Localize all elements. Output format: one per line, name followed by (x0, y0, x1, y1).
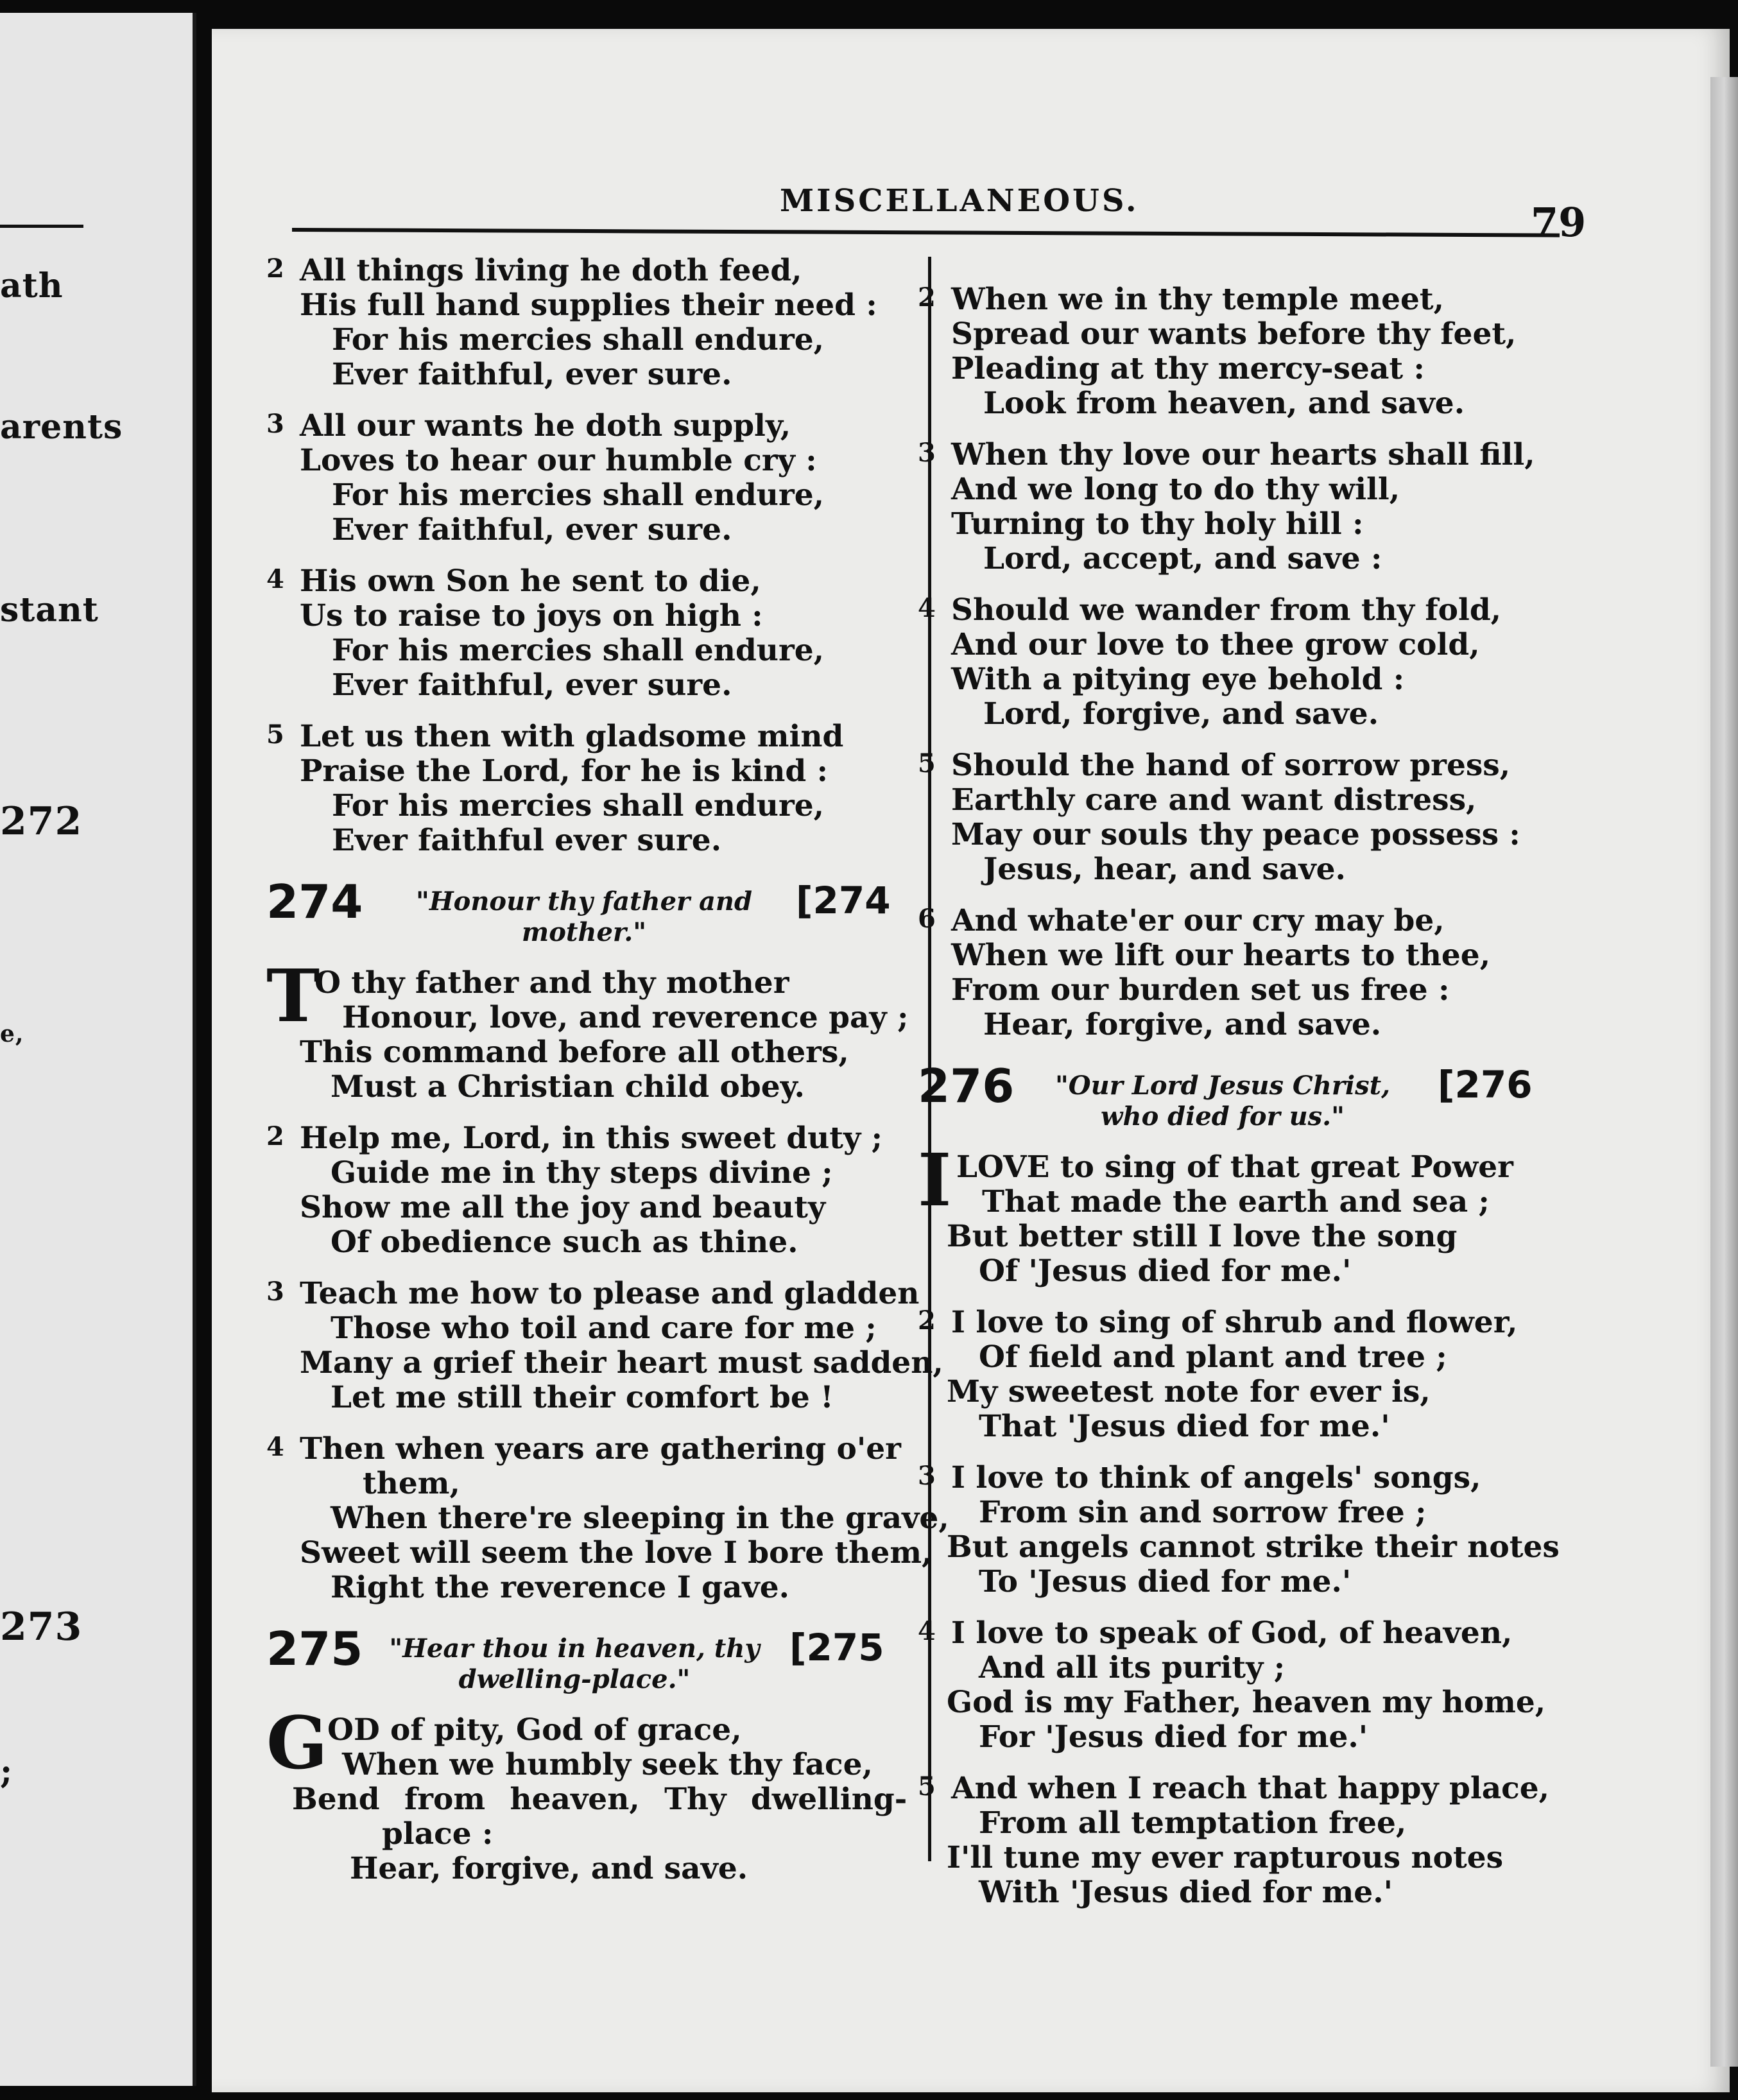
verse-line: When thy love our hearts shall fill, (951, 437, 1535, 472)
verse-line: When there're sleeping in the grave, (331, 1501, 949, 1536)
verse-line: Earthly care and want distress, (951, 782, 1477, 818)
verse-line: Ever faithful, ever sure. (332, 667, 732, 703)
verse-line: For his mercies shall endure, (332, 478, 825, 513)
hymn-number: 275 (266, 1622, 363, 1676)
verse-line: Ever faithful, ever sure. (332, 357, 732, 392)
stanza (266, 409, 915, 547)
verse-line: All things living he doth feed, (300, 253, 802, 288)
verse-line: From our burden set us free : (951, 972, 1450, 1008)
verse-line: Hear, forgive, and save. (350, 1851, 748, 1886)
verse-line: Many a grief their heart must sadden, (300, 1345, 943, 1381)
verse-line: Those who toil and care for me ; (331, 1311, 877, 1346)
verse-line: Us to raise to joys on high : (300, 598, 763, 633)
verse-line: And all its purity ; (979, 1650, 1286, 1685)
fragment-text: arents (0, 408, 123, 447)
verse-line: Hear, forgive, and save. (983, 1007, 1382, 1042)
verse-line: Let me still their comfort be ! (331, 1380, 834, 1415)
verse-number: 3 (266, 1277, 284, 1307)
hymn-heading (266, 1622, 915, 1705)
verse-number: 4 (266, 564, 284, 594)
verse-line: And our love to thee grow cold, (951, 627, 1480, 662)
stanza (266, 954, 915, 1105)
fragment-text: ath (0, 266, 64, 306)
verse-line: When we in thy temple meet, (951, 282, 1444, 317)
stanza (266, 1121, 915, 1260)
fragment-text: e, (0, 1020, 24, 1047)
verse-line: Teach me how to please and gladden (300, 1276, 920, 1311)
stanza (918, 748, 1534, 887)
verse-line: Guide me in thy steps divine ; (331, 1155, 833, 1191)
verse-line: Jesus, hear, and save. (983, 852, 1346, 887)
verse-number: 2 (266, 1121, 284, 1151)
verse-line: I love to sing of shrub and flower, (951, 1305, 1518, 1340)
verse-line: I love to speak of God, of heaven, (951, 1615, 1513, 1651)
verse-line: Sweet will seem the love I bore them, (300, 1535, 933, 1571)
verse-line: O thy father and thy mother (314, 965, 789, 1001)
verse-line: When we humbly seek thy face, (342, 1747, 873, 1782)
verse-line: That 'Jesus died for me.' (979, 1409, 1390, 1444)
verse-line: Pleading at thy mercy-seat : (951, 351, 1425, 386)
stanza (266, 254, 915, 392)
verse-line: With 'Jesus died for me.' (979, 1875, 1393, 1910)
verse-line: This command before all others, (300, 1035, 849, 1070)
hymn-title: "Honour thy father and mother." (416, 886, 752, 947)
verse-number: 3 (266, 409, 284, 439)
verse-line: OD of pity, God of grace, (327, 1712, 742, 1748)
verse-line: For 'Jesus died for me.' (979, 1719, 1368, 1755)
verse-line: LOVE to sing of that great Power (956, 1149, 1513, 1185)
verse-line: Turning to thy holy hill : (951, 506, 1364, 542)
hymn-title: "Our Lord Jesus Christ, who died for us." (1054, 1071, 1391, 1132)
stanza (918, 1139, 1534, 1289)
verse-number: 3 (918, 1461, 936, 1491)
verse-number: 5 (266, 719, 284, 750)
stanza (918, 593, 1534, 732)
stanza (266, 564, 915, 703)
verse-line: For his mercies shall endure, (332, 322, 825, 357)
verse-line: His own Son he sent to die, (300, 564, 761, 599)
page-number: 79 (1531, 199, 1587, 246)
verse-line: Honour, love, and reverence pay ; (342, 1000, 909, 1035)
right-column (918, 282, 1560, 1927)
verse-line: And we long to do thy will, (951, 472, 1400, 507)
verse-line: And when I reach that happy place, (951, 1771, 1550, 1806)
previous-page-rule (0, 225, 83, 228)
fragment-hymn-number: 273 (0, 1605, 83, 1649)
verse-line: With a pitying eye behold : (951, 662, 1405, 697)
verse-number: 6 (918, 904, 936, 934)
verse-line: That made the earth and sea ; (982, 1184, 1490, 1219)
verse-line: Spread our wants before thy feet, (951, 316, 1517, 352)
verse-line: Must a Christian child obey. (331, 1069, 805, 1105)
verse-number: 2 (266, 254, 284, 284)
previous-page-edge (0, 13, 196, 2086)
verse-line: Ever faithful ever sure. (332, 823, 722, 858)
stanza (266, 1276, 943, 1415)
verse-number: 5 (918, 748, 936, 779)
verse-number: 4 (918, 1616, 936, 1646)
verse-line: Then when years are gathering o'er (300, 1431, 901, 1467)
page-title: MISCELLANEOUS. (780, 183, 1139, 219)
hymn-title: "Hear thou in heaven, thy dwelling-place." (389, 1633, 760, 1694)
verse-line: But angels cannot strike their notes (947, 1529, 1560, 1565)
stanza (918, 1771, 1550, 1910)
hymn-heading (266, 875, 915, 958)
verse-line: place : (382, 1816, 494, 1852)
verse-line: Of obedience such as thine. (331, 1225, 798, 1260)
fragment-text: stant (0, 590, 99, 630)
verse-line: For his mercies shall endure, (332, 788, 825, 823)
verse-number: 2 (918, 282, 936, 313)
verse-line: From all temptation free, (979, 1805, 1407, 1841)
drop-cap: T (266, 954, 320, 1038)
verse-line: My sweetest note for ever is, (947, 1374, 1431, 1409)
drop-cap: G (266, 1701, 328, 1786)
verse-line: Help me, Lord, in this sweet duty ; (300, 1121, 883, 1156)
verse-line: Let us then with gladsome mind (300, 719, 844, 754)
verse-line: Should the hand of sorrow press, (951, 748, 1511, 783)
stanza (918, 282, 1534, 421)
hymn-reference: [275 (789, 1626, 884, 1669)
verse-line: Should we wander from thy fold, (951, 592, 1502, 628)
stanza (918, 1615, 1546, 1755)
verse-number: 3 (918, 438, 936, 468)
verse-line: Loves to hear our humble cry : (300, 443, 817, 478)
stanza (266, 1431, 949, 1605)
verse-line: Right the reverence I gave. (331, 1570, 790, 1605)
verse-line: His full hand supplies their need : (300, 288, 877, 323)
hymn-number: 274 (266, 875, 363, 929)
stanza (918, 904, 1534, 1042)
verse-line: For his mercies shall endure, (332, 633, 825, 668)
verse-line: And whate'er our cry may be, (951, 903, 1445, 938)
verse-line: To 'Jesus died for me.' (979, 1564, 1352, 1599)
verse-line: God is my Father, heaven my home, (947, 1685, 1546, 1720)
verse-line: them, (363, 1466, 460, 1501)
hymn-number: 276 (918, 1059, 1015, 1113)
fragment-hymn-number: 272 (0, 799, 83, 844)
verse-line: All our wants he doth supply, (300, 408, 791, 443)
verse-line: From sin and sorrow free ; (979, 1495, 1427, 1530)
hymn-reference: [274 (796, 879, 891, 922)
verse-line: May our souls thy peace possess : (951, 817, 1520, 852)
fragment-text: ; (0, 1752, 13, 1791)
verse-line: Ever faithful, ever sure. (332, 512, 732, 547)
verse-line: But better still I love the song (947, 1219, 1458, 1254)
stanza (918, 438, 1534, 576)
verse-line: Of 'Jesus died for me.' (979, 1253, 1352, 1289)
page-stack-edge (1710, 77, 1738, 2067)
verse-line: Of field and plant and tree ; (979, 1339, 1447, 1375)
verse-line: When we lift our hearts to thee, (951, 938, 1491, 973)
stanza (918, 1460, 1560, 1599)
stanza (266, 1701, 915, 1886)
verse-number: 2 (918, 1305, 936, 1336)
verse-number: 4 (918, 593, 936, 623)
verse-line: Show me all the joy and beauty (300, 1190, 826, 1225)
hymn-reference: [276 (1438, 1063, 1533, 1106)
stanza (918, 1305, 1534, 1444)
verse-line: I love to think of angels' songs, (951, 1460, 1481, 1495)
verse-line: Bend from heaven, Thy dwelling- (292, 1782, 908, 1817)
verse-line: Lord, accept, and save : (983, 541, 1382, 576)
verse-line: I'll tune my ever rapturous notes (947, 1840, 1504, 1875)
verse-line: Praise the Lord, for he is kind : (300, 753, 829, 789)
drop-cap: I (918, 1139, 952, 1223)
stanza (266, 719, 915, 858)
verse-number: 5 (918, 1771, 936, 1802)
verse-line: Lord, forgive, and save. (983, 696, 1379, 732)
verse-number: 4 (266, 1432, 284, 1462)
left-column (266, 253, 949, 1903)
verse-line: Look from heaven, and save. (983, 386, 1465, 421)
hymn-heading (918, 1059, 1534, 1142)
